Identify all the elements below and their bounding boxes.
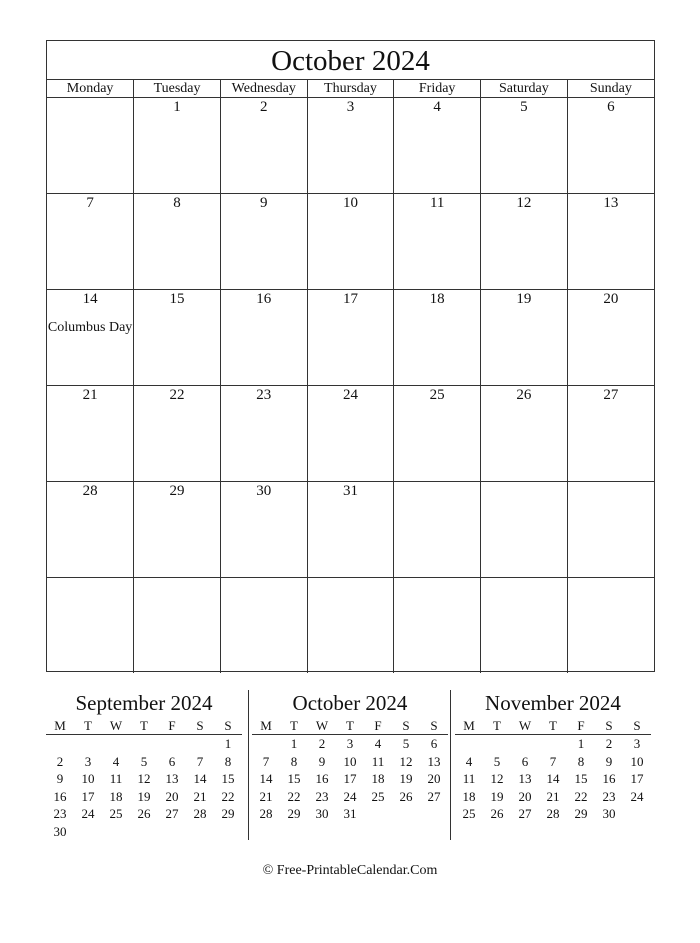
mini-day-cell: 16 bbox=[53, 788, 67, 804]
day-cell bbox=[481, 386, 568, 482]
day-number: 31 bbox=[342, 483, 358, 499]
day-number: 2 bbox=[260, 99, 268, 115]
day-number: 8 bbox=[173, 195, 181, 211]
mini-day-cell: 27 bbox=[165, 806, 179, 822]
day-cell bbox=[394, 386, 481, 482]
mini-week-row bbox=[252, 753, 448, 771]
mini-day-cell: 5 bbox=[140, 753, 148, 769]
mini-day-cell: 1 bbox=[290, 736, 298, 752]
mini-day-cell: 26 bbox=[490, 806, 504, 822]
mini-day-cell: 25 bbox=[371, 788, 385, 804]
mini-day-cell: 18 bbox=[371, 771, 385, 787]
day-number: 1 bbox=[173, 99, 181, 115]
day-cell bbox=[567, 98, 654, 194]
mini-day-cell: 26 bbox=[399, 788, 413, 804]
day-number: 11 bbox=[429, 195, 445, 211]
mini-day-cell: 18 bbox=[462, 788, 476, 804]
mini-day-cell: 1 bbox=[224, 736, 232, 752]
day-cell bbox=[481, 482, 568, 578]
mini-month-grid bbox=[252, 718, 448, 823]
day-cell bbox=[567, 194, 654, 290]
mini-day-cell: 10 bbox=[630, 753, 644, 769]
mini-weekday-header: W bbox=[511, 718, 539, 735]
mini-calendar-title: September 2024 bbox=[75, 691, 213, 715]
day-number bbox=[47, 578, 133, 579]
mini-day-cell: 25 bbox=[109, 806, 123, 822]
mini-day-cell: 8 bbox=[224, 753, 232, 769]
mini-day-cell: 20 bbox=[165, 788, 179, 804]
week-row bbox=[47, 578, 654, 674]
mini-week-row bbox=[455, 735, 651, 753]
mini-day-cell: 2 bbox=[605, 736, 613, 752]
day-cell bbox=[134, 386, 221, 482]
mini-week-row bbox=[46, 735, 242, 753]
day-number: 14 bbox=[82, 291, 98, 307]
day-cell bbox=[567, 482, 654, 578]
day-cell bbox=[134, 578, 221, 674]
day-cell bbox=[220, 98, 307, 194]
mini-week-row bbox=[252, 770, 448, 788]
mini-calendar-previous bbox=[46, 690, 242, 840]
day-cell bbox=[567, 290, 654, 386]
day-number bbox=[568, 482, 654, 483]
mini-day-cell: 4 bbox=[112, 753, 120, 769]
day-number bbox=[568, 578, 654, 579]
weekday-header: Monday bbox=[47, 80, 134, 98]
mini-week-row bbox=[455, 805, 651, 823]
mini-day-cell: 14 bbox=[259, 771, 273, 787]
mini-day-cell: 10 bbox=[343, 753, 357, 769]
mini-day-cell: 27 bbox=[427, 788, 441, 804]
day-number: 27 bbox=[603, 387, 619, 403]
mini-weekday-header-row bbox=[46, 718, 242, 735]
mini-weekday-header-row bbox=[455, 718, 651, 735]
mini-day-cell: 9 bbox=[318, 753, 326, 769]
mini-weekday-header: W bbox=[102, 718, 130, 735]
day-cell bbox=[220, 482, 307, 578]
mini-weekday-header: T bbox=[483, 718, 511, 735]
day-number bbox=[481, 482, 567, 483]
day-cell bbox=[567, 386, 654, 482]
mini-day-cell: 12 bbox=[490, 771, 504, 787]
mini-day-cell: 23 bbox=[315, 788, 329, 804]
mini-week-row bbox=[252, 788, 448, 806]
mini-day-cell: 5 bbox=[493, 753, 501, 769]
mini-calendar-divider bbox=[450, 690, 451, 840]
mini-day-cell: 8 bbox=[577, 753, 585, 769]
day-number: 4 bbox=[433, 99, 441, 115]
day-cell bbox=[307, 482, 394, 578]
month-grid bbox=[47, 80, 654, 673]
day-number: 15 bbox=[169, 291, 185, 307]
mini-day-cell: 2 bbox=[318, 736, 326, 752]
day-cell bbox=[220, 578, 307, 674]
day-number bbox=[394, 578, 480, 579]
mini-day-cell: 9 bbox=[605, 753, 613, 769]
mini-day-cell: 1 bbox=[577, 736, 585, 752]
mini-day-cell: 19 bbox=[399, 771, 413, 787]
day-number: 26 bbox=[516, 387, 532, 403]
mini-calendar-next bbox=[455, 690, 651, 823]
mini-day-cell: 10 bbox=[81, 771, 95, 787]
day-cell bbox=[481, 98, 568, 194]
weekday-header: Friday bbox=[394, 80, 481, 98]
mini-week-row bbox=[455, 788, 651, 806]
day-number: 13 bbox=[603, 195, 619, 211]
mini-day-cell: 24 bbox=[81, 806, 95, 822]
mini-day-cell: 9 bbox=[56, 771, 64, 787]
mini-calendar-title: October 2024 bbox=[292, 691, 408, 715]
footer-copyright: © Free-PrintableCalendar.Com bbox=[262, 863, 438, 878]
day-number: 22 bbox=[169, 387, 185, 403]
day-number: 29 bbox=[169, 483, 185, 499]
mini-day-cell: 25 bbox=[462, 806, 476, 822]
mini-day-cell: 8 bbox=[290, 753, 298, 769]
mini-day-cell: 3 bbox=[84, 753, 92, 769]
day-cell bbox=[567, 578, 654, 674]
week-row bbox=[47, 386, 654, 482]
mini-day-cell: 24 bbox=[343, 788, 357, 804]
day-cell bbox=[394, 482, 481, 578]
mini-weekday-header: T bbox=[539, 718, 567, 735]
mini-weekday-header: S bbox=[420, 718, 448, 735]
mini-weekday-header: S bbox=[623, 718, 651, 735]
mini-day-cell: 11 bbox=[371, 753, 385, 769]
day-number: 5 bbox=[520, 99, 528, 115]
month-title: October 2024 bbox=[47, 41, 654, 80]
mini-weekday-header: M bbox=[46, 718, 74, 735]
mini-day-cell: 24 bbox=[630, 788, 644, 804]
mini-month-grid bbox=[46, 718, 242, 840]
mini-day-cell: 4 bbox=[374, 736, 382, 752]
mini-weekday-header: S bbox=[392, 718, 420, 735]
mini-day-cell: 15 bbox=[574, 771, 588, 787]
mini-day-cell: 23 bbox=[53, 806, 67, 822]
day-cell bbox=[307, 386, 394, 482]
day-cell bbox=[134, 194, 221, 290]
week-row bbox=[47, 482, 654, 578]
mini-day-cell: 22 bbox=[574, 788, 588, 804]
day-cell bbox=[220, 386, 307, 482]
mini-week-row bbox=[46, 805, 242, 823]
mini-day-cell: 13 bbox=[518, 771, 532, 787]
mini-day-cell: 19 bbox=[490, 788, 504, 804]
day-number: 28 bbox=[82, 483, 98, 499]
mini-weekday-header: T bbox=[130, 718, 158, 735]
week-row bbox=[47, 98, 654, 194]
mini-day-cell: 30 bbox=[315, 806, 329, 822]
mini-day-cell: 17 bbox=[343, 771, 357, 787]
day-cell bbox=[307, 578, 394, 674]
mini-day-cell: 18 bbox=[109, 788, 123, 804]
mini-day-cell: 6 bbox=[521, 753, 529, 769]
week-row bbox=[47, 194, 654, 290]
mini-day-cell: 12 bbox=[137, 771, 151, 787]
day-number: 9 bbox=[260, 195, 268, 211]
mini-day-cell: 7 bbox=[262, 753, 270, 769]
mini-day-cell: 28 bbox=[259, 806, 273, 822]
day-number bbox=[308, 578, 394, 579]
day-number: 24 bbox=[342, 387, 358, 403]
day-cell bbox=[307, 194, 394, 290]
day-cell bbox=[47, 482, 134, 578]
mini-day-cell: 7 bbox=[549, 753, 557, 769]
mini-week-row bbox=[46, 823, 242, 841]
day-number: 30 bbox=[256, 483, 272, 499]
mini-day-cell: 30 bbox=[602, 806, 616, 822]
day-number: 12 bbox=[516, 195, 532, 211]
mini-weekday-header: S bbox=[595, 718, 623, 735]
mini-week-row bbox=[46, 770, 242, 788]
mini-day-cell: 27 bbox=[518, 806, 532, 822]
day-cell bbox=[394, 290, 481, 386]
mini-weekday-header: F bbox=[364, 718, 392, 735]
mini-day-cell: 28 bbox=[193, 806, 207, 822]
weekday-header: Tuesday bbox=[134, 80, 221, 98]
main-calendar bbox=[46, 40, 655, 672]
mini-day-cell: 20 bbox=[427, 771, 441, 787]
day-cell bbox=[481, 290, 568, 386]
mini-week-row bbox=[46, 753, 242, 771]
mini-day-cell: 17 bbox=[630, 771, 644, 787]
mini-week-row bbox=[252, 735, 448, 753]
day-number: 19 bbox=[516, 291, 532, 307]
mini-day-cell: 14 bbox=[546, 771, 560, 787]
mini-day-cell: 3 bbox=[346, 736, 354, 752]
mini-weekday-header: S bbox=[186, 718, 214, 735]
day-number: 16 bbox=[256, 291, 272, 307]
day-cell bbox=[307, 290, 394, 386]
day-cell bbox=[481, 194, 568, 290]
mini-calendar-title: November 2024 bbox=[485, 691, 621, 715]
day-cell bbox=[220, 290, 307, 386]
weekday-header: Wednesday bbox=[220, 80, 307, 98]
day-number bbox=[394, 482, 480, 483]
day-number: 23 bbox=[256, 387, 272, 403]
mini-day-cell: 13 bbox=[427, 753, 441, 769]
mini-day-cell: 5 bbox=[402, 736, 410, 752]
mini-day-cell: 21 bbox=[259, 788, 273, 804]
weekday-header: Sunday bbox=[567, 80, 654, 98]
mini-week-row bbox=[455, 770, 651, 788]
mini-week-row bbox=[46, 788, 242, 806]
day-cell bbox=[134, 98, 221, 194]
mini-calendars bbox=[46, 690, 655, 842]
mini-weekday-header: M bbox=[455, 718, 483, 735]
mini-day-cell: 17 bbox=[81, 788, 95, 804]
day-number: 25 bbox=[429, 387, 445, 403]
mini-weekday-header: T bbox=[74, 718, 102, 735]
mini-day-cell: 28 bbox=[546, 806, 560, 822]
mini-calendar-current bbox=[252, 690, 448, 823]
mini-day-cell: 11 bbox=[109, 771, 123, 787]
day-number: 18 bbox=[429, 291, 445, 307]
day-cell bbox=[394, 194, 481, 290]
day-cell bbox=[134, 290, 221, 386]
day-number: 6 bbox=[607, 99, 615, 115]
weekday-header: Saturday bbox=[481, 80, 568, 98]
mini-week-row bbox=[252, 805, 448, 823]
day-cell bbox=[134, 482, 221, 578]
mini-day-cell: 6 bbox=[168, 753, 176, 769]
mini-day-cell: 6 bbox=[430, 736, 438, 752]
mini-day-cell: 12 bbox=[399, 753, 413, 769]
mini-weekday-header: M bbox=[252, 718, 280, 735]
mini-day-cell: 22 bbox=[221, 788, 235, 804]
day-number: 21 bbox=[82, 387, 98, 403]
mini-day-cell: 20 bbox=[518, 788, 532, 804]
mini-day-cell: 30 bbox=[53, 823, 67, 839]
mini-day-cell: 2 bbox=[56, 753, 64, 769]
mini-day-cell: 21 bbox=[546, 788, 560, 804]
mini-day-cell: 29 bbox=[574, 806, 588, 822]
mini-day-cell: 15 bbox=[221, 771, 235, 787]
day-cell bbox=[47, 290, 134, 386]
mini-weekday-header: S bbox=[214, 718, 242, 735]
mini-weekday-header: W bbox=[308, 718, 336, 735]
mini-month-grid bbox=[455, 718, 651, 823]
day-cell bbox=[47, 386, 134, 482]
mini-calendar-divider bbox=[248, 690, 249, 840]
mini-weekday-header: F bbox=[567, 718, 595, 735]
mini-day-cell: 11 bbox=[462, 771, 476, 787]
mini-day-cell: 19 bbox=[137, 788, 151, 804]
day-number: 10 bbox=[342, 195, 358, 211]
week-row bbox=[47, 290, 654, 386]
day-number: 3 bbox=[346, 99, 355, 115]
mini-weekday-header: T bbox=[336, 718, 364, 735]
day-number: 17 bbox=[342, 291, 358, 307]
mini-day-cell: 7 bbox=[196, 753, 204, 769]
day-number: 20 bbox=[603, 291, 619, 307]
mini-day-cell: 23 bbox=[602, 788, 616, 804]
mini-day-cell: 21 bbox=[193, 788, 207, 804]
mini-day-cell: 14 bbox=[193, 771, 207, 787]
day-cell bbox=[481, 578, 568, 674]
mini-day-cell: 16 bbox=[602, 771, 616, 787]
day-cell bbox=[394, 578, 481, 674]
day-number bbox=[221, 578, 307, 579]
weekday-header-row bbox=[47, 80, 654, 98]
mini-weekday-header: T bbox=[280, 718, 308, 735]
mini-day-cell: 16 bbox=[315, 771, 329, 787]
mini-week-row bbox=[455, 753, 651, 771]
mini-day-cell: 31 bbox=[343, 806, 357, 822]
mini-day-cell: 26 bbox=[137, 806, 151, 822]
day-cell bbox=[47, 194, 134, 290]
mini-day-cell: 13 bbox=[165, 771, 179, 787]
day-cell bbox=[47, 578, 134, 674]
mini-day-cell: 15 bbox=[287, 771, 301, 787]
day-cell bbox=[47, 98, 134, 194]
day-cell bbox=[394, 98, 481, 194]
day-cell bbox=[307, 98, 394, 194]
day-number bbox=[47, 98, 133, 99]
mini-day-cell: 4 bbox=[465, 753, 473, 769]
mini-weekday-header-row bbox=[252, 718, 448, 735]
holiday-label: Columbus Day bbox=[47, 320, 133, 335]
weekday-header: Thursday bbox=[307, 80, 394, 98]
mini-day-cell: 29 bbox=[287, 806, 301, 822]
day-number: 7 bbox=[86, 195, 94, 211]
mini-day-cell: 3 bbox=[633, 736, 641, 752]
mini-day-cell: 22 bbox=[287, 788, 301, 804]
day-number bbox=[481, 578, 567, 579]
mini-day-cell: 29 bbox=[221, 806, 235, 822]
day-cell bbox=[220, 194, 307, 290]
day-number bbox=[134, 578, 220, 579]
mini-weekday-header: F bbox=[158, 718, 186, 735]
